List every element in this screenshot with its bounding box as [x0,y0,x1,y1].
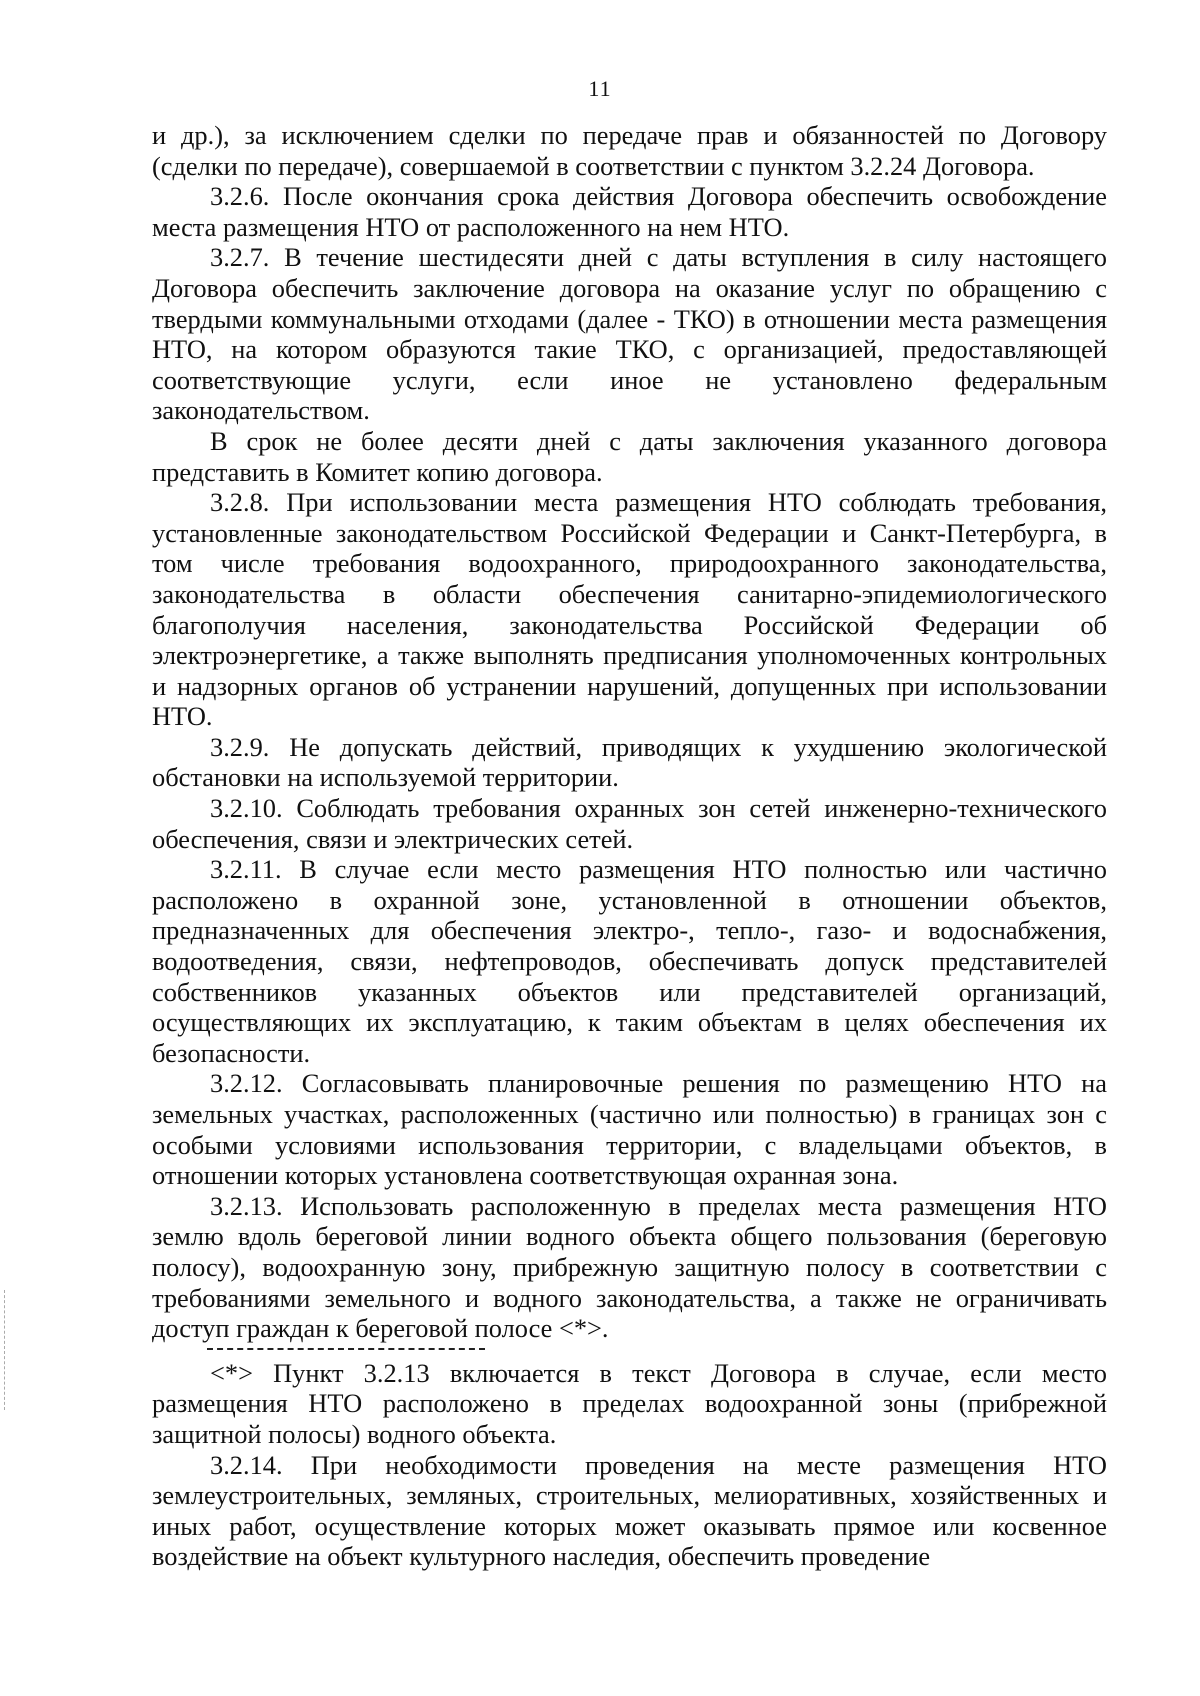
paragraph-3-2-9: 3.2.9. Не допускать действий, приводящих к ухудшению экологической обстановки на используемой территории. [152,731,1107,793]
paragraph-3-2-12: 3.2.12. Согласовывать планировочные решения по размещению НТО на земельных участках, расположенных (частично или полностью) в границах зон с особыми условиями использования территории, с владельцами объектов, в отношении которых установлена соответствующая охранная зона. [152,1068,1107,1191]
paragraph-3-2-7-term: В срок не более десяти дней с даты заключения указанного договора представить в Комитет копию договора. [152,425,1107,487]
page-number: 11 [588,76,612,101]
paragraph-3-2-6: 3.2.6. После окончания срока действия Договора обеспечить освобождение места размещения НТО от расположенного на нем НТО. [152,181,1107,242]
paragraph-3-2-10: 3.2.10. Соблюдать требования охранных зон сетей инженерно-технического обеспечения, связи и электрических сетей. [152,793,1107,854]
paragraph-3-2-7: 3.2.7. В течение шестидесяти дней с даты вступления в силу настоящего Договора обеспечить заключение договора на оказание услуг по обращению с твердыми коммунальными отходами (далее - ТКО) в отношении места размещения НТО, на котором образуются такие ТКО, с организацией, предоставляющей соответствующие услуги, если иное не установлено федеральным законодательством. [152,242,1107,426]
paragraph-3-2-11: 3.2.11. В случае если место размещения НТО полностью или частично расположено в охранной зоне, установленной в отношении объектов, предназначенных для обеспечения электро-, тепло-, газо- и водоснабжения, водоотведения, связи, нефтепроводов, обеспечивать допуск представителей собственников указанных объектов или представителей организаций, осуществляющих их эксплуатацию, к таким объектам в целях обеспечения их безопасности. [152,854,1107,1068]
scan-margin-mark [4,1290,6,1410]
footnote-separator [207,1348,485,1350]
paragraph-3-2-14: 3.2.14. При необходимости проведения на месте размещения НТО землеустроительных, земляных, строительных, мелиоративных, хозяйственных и иных работ, осуществление которых может оказывать прямое или косвенное воздействие на объект культурного наследия, обеспечить проведение [152,1449,1107,1572]
footnote: <*> Пункт 3.2.13 включается в текст Договора в случае, если место размещения НТО расположено в пределах водоохранной зоны (прибрежной защитной полосы) водного объекта. [152,1357,1107,1449]
document-body [152,120,1107,1572]
paragraph-continuation: и др.), за исключением сделки по передаче прав и обязанностей по Договору (сделки по передаче), совершаемой в соответствии с пунктом 3.2.24 Договора. [152,120,1107,181]
paragraph-3-2-13: 3.2.13. Использовать расположенную в пределах места размещения НТО землю вдоль береговой линии водного объекта общего пользования (береговую полосу), водоохранную зону, прибрежную защитную полосу в соответствии с требованиями земельного и водного законодательства, а также не ограничивать доступ граждан к береговой полосе <*>. [152,1190,1107,1344]
paragraph-3-2-8: 3.2.8. При использовании места размещения НТО соблюдать требования, установленные законодательством Российской Федерации и Санкт-Петербурга, в том числе требования водоохранного, природоохранного законодательства, законодательства в области обеспечения санитарно-эпидемиологического благополучия населения, законодательства Российской Федерации об электроэнергетике, а также выполнять предписания уполномоченных контрольных и надзорных органов об устранении нарушений, допущенных при использовании НТО. [152,487,1107,732]
